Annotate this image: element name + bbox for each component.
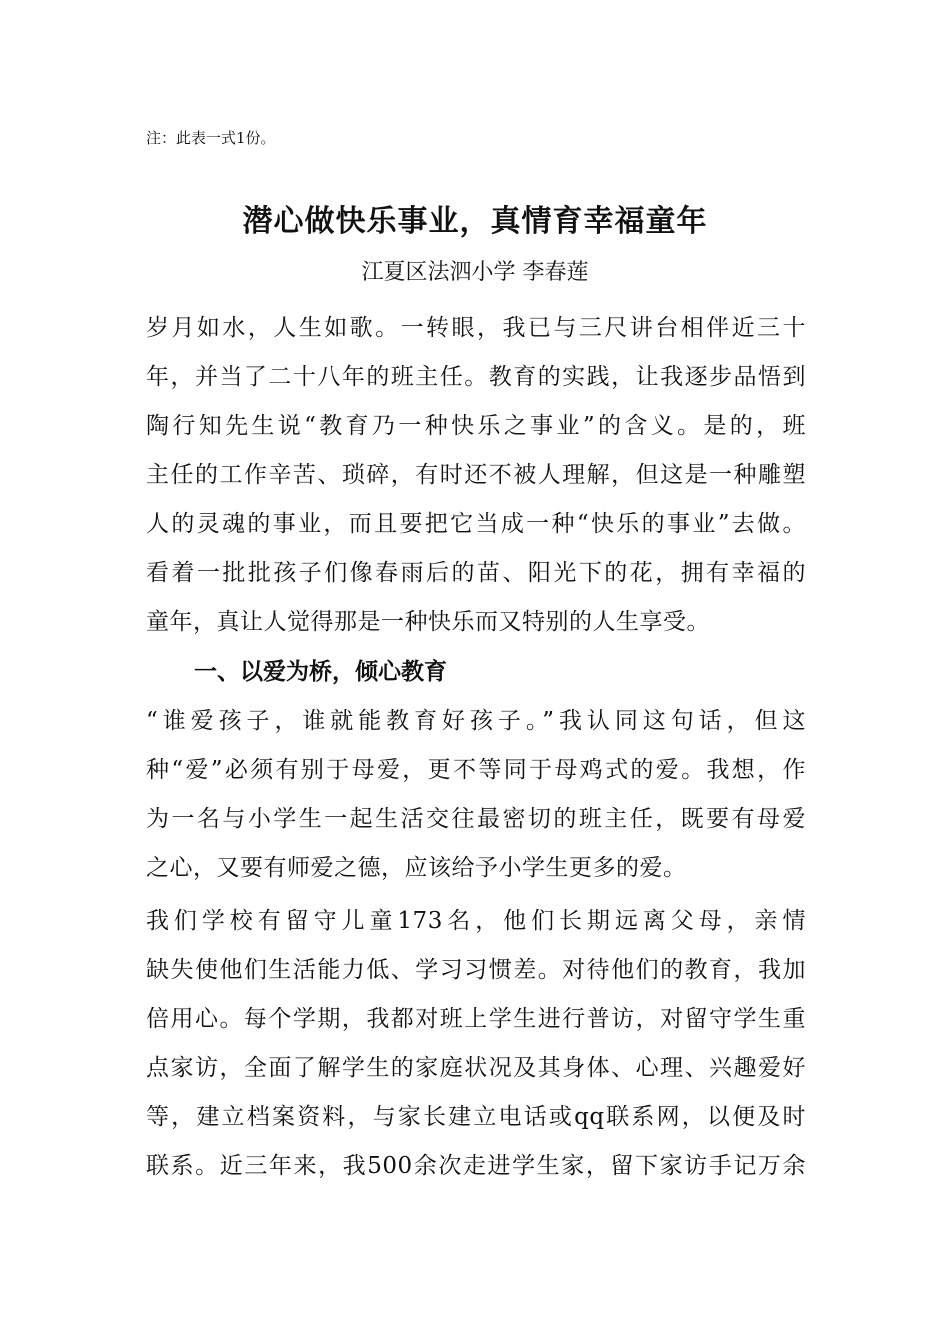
paragraph-line: 陶行知先生说“教育乃一种快乐之事业”的含义。是的，班 bbox=[146, 413, 806, 439]
section-heading: 一、以爱为桥，倾心教育 bbox=[194, 659, 447, 685]
paragraph-line: 童年，真让人觉得那是一种快乐而又特别的人生享受。 bbox=[146, 609, 710, 635]
paragraph-line: 等，建立档案资料，与家长建立电话或qq联系网，以便及时 bbox=[146, 1104, 806, 1130]
paragraph-line: 点家访，全面了解学生的家庭状况及其身体、心理、兴趣爱好 bbox=[146, 1055, 806, 1081]
paragraph-line: 种“爱”必须有别于母爱，更不等同于母鸡式的爱。我想，作 bbox=[146, 757, 806, 783]
paragraph-line: 联系。近三年来，我500余次走进学生家，留下家访手记万余 bbox=[146, 1153, 806, 1179]
paragraph-line: “谁爱孩子，谁就能教育好孩子。”我认同这句话，但这 bbox=[146, 708, 806, 734]
article-title: 潜心做快乐事业，真情育幸福童年 bbox=[242, 204, 708, 239]
author-line: 江夏区法泗小学 李春莲 bbox=[361, 260, 589, 285]
paragraph-line: 倍用心。每个学期，我都对班上学生进行普访，对留守学生重 bbox=[146, 1006, 806, 1032]
paragraph-line: 年，并当了二十八年的班主任。教育的实践，让我逐步品悟到 bbox=[146, 364, 806, 390]
paragraph-line: 看着一批批孩子们像春雨后的苗、阳光下的花，拥有幸福的 bbox=[146, 560, 806, 586]
paragraph-line: 人的灵魂的事业，而且要把它当成一种“快乐的事业”去做。 bbox=[146, 511, 806, 537]
form-note: 注：此表一式1份。 bbox=[146, 129, 276, 147]
paragraph-line: 我们学校有留守儿童173名，他们长期远离父母，亲情 bbox=[146, 908, 806, 934]
paragraph-line: 为一名与小学生一起生活交往最密切的班主任，既要有母爱 bbox=[146, 806, 806, 832]
paragraph-line: 之心，又要有师爱之德，应该给予小学生更多的爱。 bbox=[146, 855, 687, 881]
paragraph-line: 主任的工作辛苦、琐碎，有时还不被人理解，但这是一种雕塑 bbox=[146, 462, 806, 488]
paragraph-line: 缺失使他们生活能力低、学习习惯差。对待他们的教育，我加 bbox=[146, 957, 806, 983]
paragraph-line: 岁月如水，人生如歌。一转眼，我已与三尺讲台相伴近三十 bbox=[146, 315, 806, 341]
